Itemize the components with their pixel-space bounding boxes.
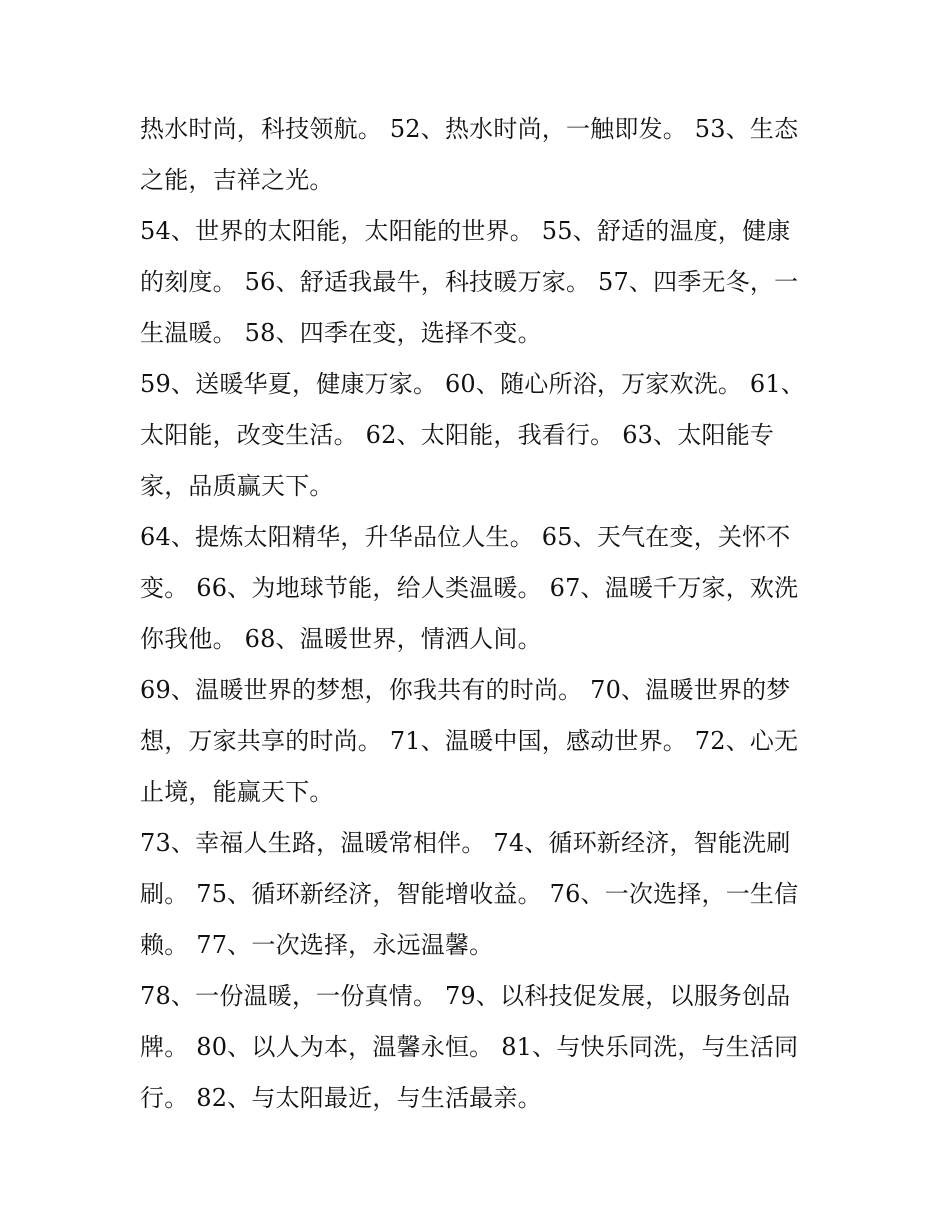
text-line: 刷。 75、循环新经济，智能增收益。 76、一次选择，一生信: [140, 880, 799, 908]
text-line: 行。 82、与太阳最近，与生活最亲。: [140, 1084, 542, 1112]
text-line: 59、送暖华夏，健康万家。 60、随心所浴，万家欢洗。 61、: [140, 370, 806, 398]
text-line: 你我他。 68、温暖世界，情洒人间。: [140, 625, 542, 653]
paragraph-64-68: [140, 512, 808, 665]
paragraph-78-82: [140, 971, 808, 1124]
text-line: 止境，能赢天下。: [140, 778, 334, 806]
paragraph-73-77: [140, 818, 808, 971]
text-line: 生温暖。 58、四季在变，选择不变。: [140, 319, 542, 347]
text-line: 78、一份温暖，一份真情。 79、以科技促发展，以服务创品: [140, 982, 791, 1010]
paragraph-51-53: [140, 104, 808, 206]
text-line: 64、提炼太阳精华，升华品位人生。 65、天气在变，关怀不: [140, 523, 791, 551]
text-line: 的刻度。 56、舒适我最牛，科技暖万家。 57、四季无冬，一: [140, 268, 799, 296]
text-line: 之能，吉祥之光。: [140, 166, 334, 194]
text-line: 热水时尚，科技领航。 52、热水时尚，一触即发。 53、生态: [140, 115, 799, 143]
document-body: [140, 104, 808, 1124]
text-line: 69、温暖世界的梦想，你我共有的时尚。 70、温暖世界的梦: [140, 676, 791, 704]
text-line: 73、幸福人生路，温暖常相伴。 74、循环新经济，智能洗刷: [140, 829, 791, 857]
text-line: 想，万家共享的时尚。 71、温暖中国，感动世界。 72、心无: [140, 727, 799, 755]
paragraph-59-63: [140, 359, 808, 512]
text-line: 牌。 80、以人为本，温馨永恒。 81、与快乐同洗，与生活同: [140, 1033, 799, 1061]
text-line: 赖。 77、一次选择，永远温馨。: [140, 931, 494, 959]
paragraph-69-72: [140, 665, 808, 818]
paragraph-54-58: [140, 206, 808, 359]
text-line: 太阳能，改变生活。 62、太阳能，我看行。 63、太阳能专: [140, 421, 775, 449]
text-line: 家，品质赢天下。: [140, 472, 334, 500]
text-line: 变。 66、为地球节能，给人类温暖。 67、温暖千万家，欢洗: [140, 574, 799, 602]
text-line: 54、世界的太阳能，太阳能的世界。 55、舒适的温度，健康: [140, 217, 791, 245]
